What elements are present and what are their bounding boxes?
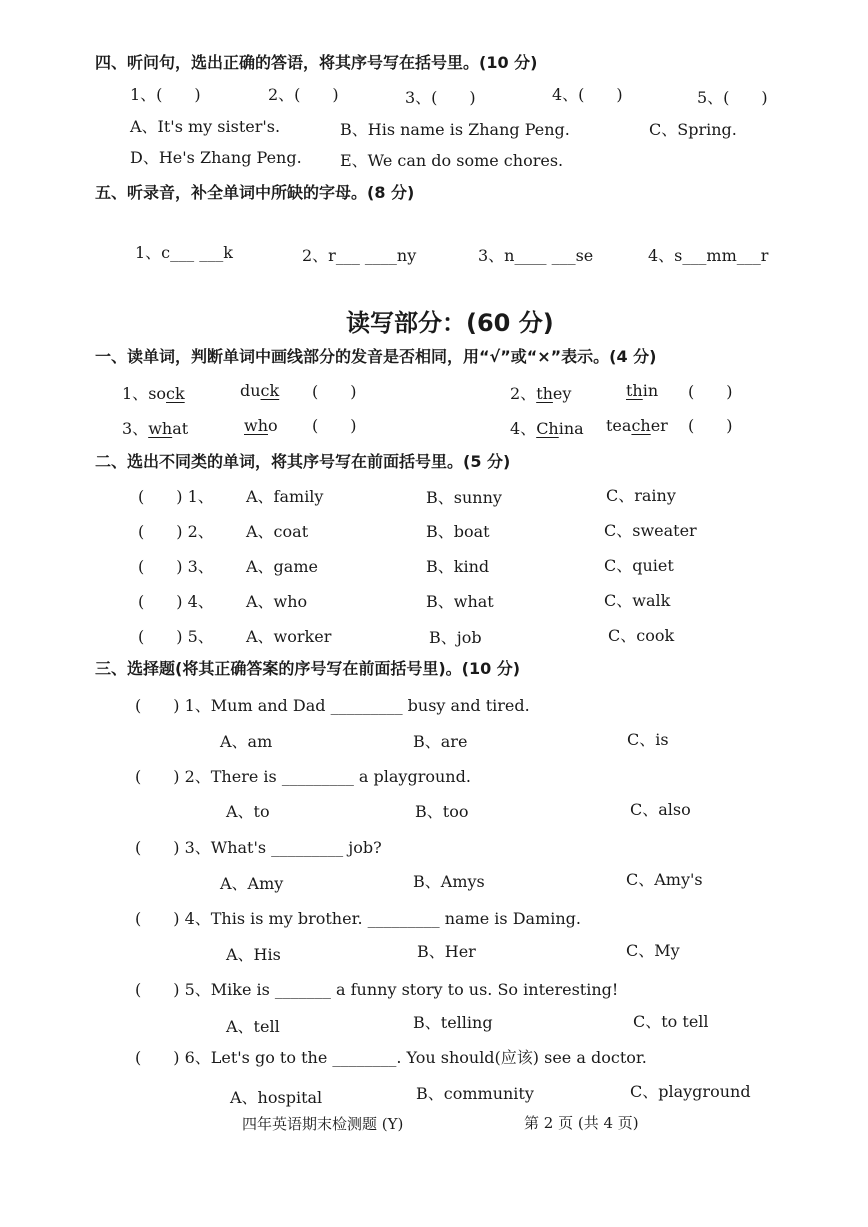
choice-a: A、coat — [246, 522, 309, 541]
choice-a: A、game — [246, 557, 318, 576]
option-c: C、Spring. — [649, 120, 737, 139]
word-1-underlined: ck — [166, 384, 185, 403]
choice-question-2[interactable]: ( ) 2、There is _________ a playground. — [135, 767, 471, 786]
word-2-underlined: ck — [260, 381, 280, 400]
choice-b: B、community — [416, 1084, 534, 1103]
odd-one-out-question-3[interactable]: ( ) 3、 — [138, 557, 214, 576]
phonics-pair-4 — [510, 416, 584, 439]
option-b: B、His name is Zhang Peng. — [340, 120, 570, 139]
choice-a: A、family — [246, 487, 324, 506]
answer-blank-3[interactable]: 3、( ) — [405, 88, 476, 107]
word-1-underlined: th — [536, 384, 553, 403]
phonics-pair-2 — [510, 381, 571, 404]
choice-a: A、tell — [226, 1017, 280, 1036]
choice-b: B、kind — [426, 557, 490, 576]
choice-c: C、also — [630, 800, 691, 819]
rw-section-3-title: 三、选择题(将其正确答案的序号写在前面括号里)。(10 分) — [95, 659, 521, 678]
choice-b: B、job — [429, 628, 482, 647]
choice-question-6[interactable]: ( ) 6、Let's go to the ________. You should(应该) see a doctor. — [135, 1048, 647, 1067]
choice-b: B、too — [415, 802, 469, 821]
section-5-title: 五、听录音，补全单词中所缺的字母。(8 分) — [95, 183, 415, 202]
odd-one-out-question-5[interactable]: ( ) 5、 — [138, 627, 214, 646]
section-4-title: 四、听问句，选出正确的答语，将其序号写在括号里。(10 分) — [95, 53, 538, 72]
choice-question-3[interactable]: ( ) 3、What's _________ job? — [135, 838, 382, 857]
phonics-pair-1 — [122, 381, 185, 404]
answer-blank-1[interactable]: 1、( ) — [130, 85, 201, 104]
choice-b: B、boat — [426, 522, 490, 541]
word-blank-2[interactable]: 2、r___ ____ny — [302, 246, 417, 265]
phonics-answer-2[interactable]: ( ) — [688, 382, 733, 401]
word-1-suffix: ey — [552, 384, 572, 403]
option-a: A、It's my sister's. — [130, 117, 281, 136]
choice-question-1[interactable]: ( ) 1、Mum and Dad _________ busy and tired. — [135, 696, 530, 715]
word-1-underlined: Ch — [536, 419, 559, 438]
word-2-suffix: in — [642, 381, 659, 400]
odd-one-out-question-2[interactable]: ( ) 2、 — [138, 522, 214, 541]
choice-c: C、My — [626, 941, 680, 960]
pair-number: 3、 — [122, 419, 149, 438]
word-1-prefix: so — [148, 384, 167, 403]
option-d: D、He's Zhang Peng. — [130, 148, 302, 167]
rw-section-1-title: 一、读单词，判断单词中画线部分的发音是否相同，用“√”或“×”表示。(4 分) — [95, 347, 657, 366]
choice-c: C、cook — [608, 626, 675, 645]
word-1-suffix: at — [172, 419, 189, 438]
odd-one-out-question-1[interactable]: ( ) 1、 — [138, 487, 214, 506]
choice-b: B、what — [426, 592, 494, 611]
word-1-underlined: wh — [148, 419, 173, 438]
choice-question-5[interactable]: ( ) 5、Mike is _______ a funny story to us. So interesting! — [135, 980, 619, 999]
phonics-answer-4[interactable]: ( ) — [688, 416, 733, 435]
word-1-suffix: ina — [558, 419, 584, 438]
choice-a: A、worker — [246, 627, 332, 646]
word-blank-4[interactable]: 4、s___mm___r — [648, 246, 769, 265]
rw-section-2-title: 二、选出不同类的单词，将其序号写在前面括号里。(5 分) — [95, 452, 511, 471]
choice-a: A、His — [226, 945, 281, 964]
choice-c: C、to tell — [633, 1012, 709, 1031]
word-2-suffix: er — [650, 416, 668, 435]
phonics-pair-4-word-2 — [606, 416, 668, 435]
choice-b: B、telling — [413, 1013, 493, 1032]
choice-b: B、Amys — [413, 872, 485, 891]
word-2-suffix: o — [268, 416, 278, 435]
choice-c: C、Amy's — [626, 870, 703, 889]
choice-c: C、sweater — [604, 521, 697, 540]
choice-b: B、sunny — [426, 488, 502, 507]
word-2-underlined: th — [626, 381, 643, 400]
answer-blank-4[interactable]: 4、( ) — [552, 85, 623, 104]
pair-number: 2、 — [510, 384, 537, 403]
choice-a: A、hospital — [230, 1088, 323, 1107]
word-2-prefix: du — [240, 381, 261, 400]
choice-c: C、rainy — [606, 486, 676, 505]
phonics-pair-3 — [122, 416, 188, 439]
answer-blank-2[interactable]: 2、( ) — [268, 85, 339, 104]
choice-c: C、quiet — [604, 556, 674, 575]
phonics-pair-2-word-2 — [626, 381, 658, 400]
choice-b: B、Her — [417, 942, 476, 961]
choice-b: B、are — [413, 732, 468, 751]
word-2-underlined: wh — [244, 416, 268, 435]
word-2-prefix: tea — [606, 416, 632, 435]
choice-a: A、Amy — [220, 874, 284, 893]
odd-one-out-question-4[interactable]: ( ) 4、 — [138, 592, 214, 611]
choice-c: C、walk — [604, 591, 671, 610]
option-e: E、We can do some chores. — [340, 151, 564, 170]
word-blank-1[interactable]: 1、c___ ___k — [135, 243, 233, 262]
phonics-answer-1[interactable]: ( ) — [312, 382, 357, 401]
choice-c: C、is — [627, 730, 669, 749]
reading-writing-heading: 读写部分：(60 分) — [346, 309, 554, 337]
choice-a: A、who — [246, 592, 308, 611]
choice-c: C、playground — [630, 1082, 751, 1101]
pair-number: 1、 — [122, 384, 149, 403]
choice-question-4[interactable]: ( ) 4、This is my brother. _________ name is Daming. — [135, 909, 582, 928]
word-blank-3[interactable]: 3、n____ ___se — [478, 246, 594, 265]
phonics-pair-1-word-2 — [240, 381, 279, 400]
word-2-underlined: ch — [631, 416, 651, 435]
footer-exam-title: 四年英语期末检测题 (Y) — [242, 1115, 404, 1133]
choice-a: A、am — [220, 732, 273, 751]
choice-a: A、to — [226, 802, 270, 821]
answer-blank-5[interactable]: 5、( ) — [697, 88, 768, 107]
phonics-answer-3[interactable]: ( ) — [312, 416, 357, 435]
footer-page-number: 第 2 页 (共 4 页) — [524, 1114, 639, 1132]
phonics-pair-3-word-2 — [244, 416, 278, 435]
pair-number: 4、 — [510, 419, 537, 438]
